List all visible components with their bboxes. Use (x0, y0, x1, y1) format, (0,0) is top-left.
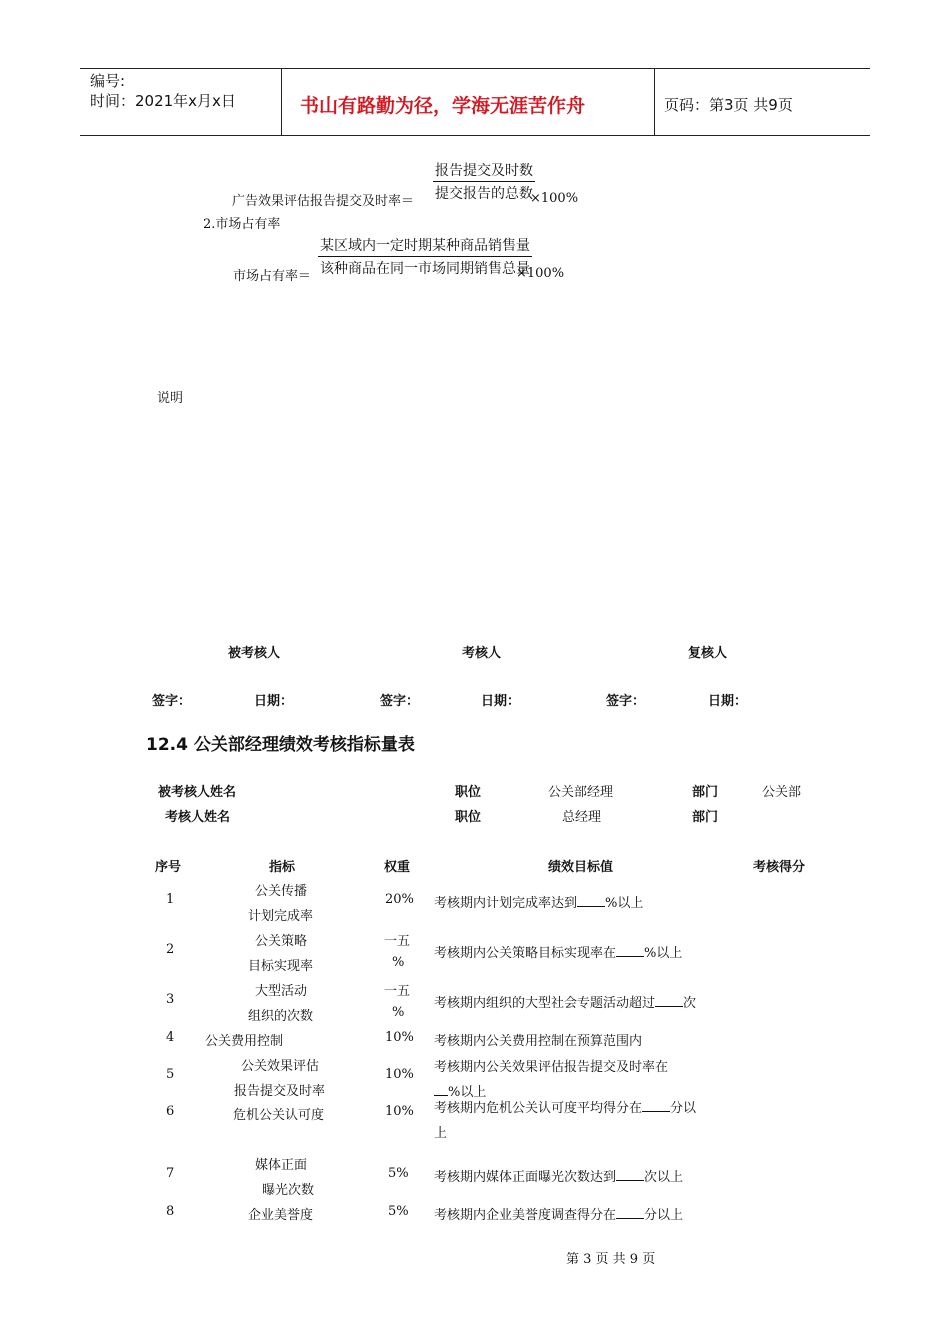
indicator-line-1: 公关策略 (255, 934, 308, 949)
target-unit: %以上 (644, 946, 683, 961)
formula-2-denominator: 该种商品在同一市场同期销售总量 (320, 261, 530, 277)
blank-field[interactable] (616, 1168, 644, 1181)
weight-line-2: % (392, 955, 405, 970)
formula-2-suffix: ×100% (516, 266, 565, 281)
note-label: 说明 (157, 391, 184, 406)
target-text: 考核期内组织的大型社会专题活动超过 (434, 996, 656, 1011)
header-divider-left (281, 68, 282, 136)
indicator-line-2: 曝光次数 (262, 1183, 315, 1198)
formula-2-numerator: 某区域内一定时期某种商品销售量 (318, 235, 532, 257)
examinee-position-label: 职位 (455, 785, 482, 800)
weight-line-2: % (392, 1005, 405, 1020)
weight-line-1: 一五 (384, 934, 411, 949)
indicator: 危机公关认可度 (233, 1108, 325, 1123)
table-header-indicator: 指标 (269, 860, 296, 875)
target-text: 考核期内媒体正面曝光次数达到 (434, 1170, 617, 1185)
target-value (434, 892, 643, 911)
section-market-share-heading: 2.市场占有率 (203, 217, 281, 232)
target-unit-cont: 上 (434, 1126, 448, 1141)
row-number: 1 (166, 892, 175, 907)
weight: 5% (388, 1204, 409, 1219)
indicator-line-1: 媒体正面 (255, 1158, 308, 1173)
target-value (434, 1096, 696, 1146)
indicator-line-2: 目标实现率 (248, 959, 314, 974)
table-header-score: 考核得分 (753, 860, 806, 875)
signature-role-examiner: 考核人 (462, 646, 502, 661)
examinee-dept-label: 部门 (692, 785, 719, 800)
target-value (434, 992, 696, 1011)
blank-field[interactable] (642, 1099, 670, 1112)
formula-2-fraction (318, 235, 532, 278)
weight-line-1: 一五 (384, 984, 411, 999)
formula-1-label: 广告效果评估报告提交及时率＝ (232, 194, 415, 209)
table-header-weight: 权重 (384, 860, 411, 875)
row-number: 8 (166, 1204, 175, 1219)
blank-field[interactable] (655, 994, 683, 1007)
formula-1-denominator: 提交报告的总数 (435, 186, 533, 202)
blank-field[interactable] (616, 944, 644, 957)
target-text: 考核期内公关策略目标实现率在 (434, 946, 617, 961)
target-unit: 分以上 (644, 1208, 684, 1223)
examinee-name-label: 被考核人姓名 (158, 785, 237, 800)
formula-1-fraction (433, 160, 535, 203)
blank-field[interactable] (434, 1083, 448, 1096)
header-divider-right (654, 68, 655, 136)
signature-role-reviewer: 复核人 (688, 646, 728, 661)
formula-2-label: 市场占有率＝ (233, 269, 312, 284)
examiner-dept-label: 部门 (692, 810, 719, 825)
indicator-line-1: 公关效果评估 (241, 1059, 320, 1074)
section-title: 12.4 公关部经理绩效考核指标量表 (146, 735, 415, 755)
header-top-rule (80, 68, 870, 69)
target-text: 考核期内计划完成率达到 (434, 896, 578, 911)
weight: 10% (385, 1067, 414, 1082)
indicator: 企业美誉度 (248, 1208, 314, 1223)
indicator-line-2: 计划完成率 (248, 909, 314, 924)
weight: 10% (385, 1104, 414, 1119)
target-text: 考核期内公关效果评估报告提交及时率在 (434, 1060, 669, 1075)
indicator-line-2: 报告提交及时率 (234, 1084, 326, 1099)
weight: 5% (388, 1166, 409, 1181)
document-time-label: 时间：2021年x月x日 (90, 92, 236, 110)
target-text: 考核期内公关费用控制在预算范围内 (434, 1034, 643, 1049)
formula-1-suffix: ×100% (530, 191, 579, 206)
header-page-label: 页码：第3页 共9页 (664, 96, 793, 114)
weight: 10% (385, 1030, 414, 1045)
weight: 20% (385, 892, 414, 907)
indicator-line-2: 组织的次数 (248, 1009, 314, 1024)
examinee-dept-value: 公关部 (762, 785, 802, 800)
target-unit: 分以 (670, 1101, 697, 1116)
target-value (434, 942, 682, 961)
target-unit: 次以上 (644, 1170, 684, 1185)
row-number: 6 (166, 1104, 175, 1119)
target-value (434, 1204, 683, 1223)
table-header-target: 绩效目标值 (548, 860, 614, 875)
table-header-no: 序号 (155, 860, 182, 875)
signature-role-examinee: 被考核人 (228, 646, 281, 661)
sign-label-examiner: 签字： (380, 694, 420, 709)
row-number: 5 (166, 1067, 175, 1082)
formula-1-numerator: 报告提交及时数 (433, 160, 535, 182)
examiner-name-label: 考核人姓名 (165, 810, 231, 825)
indicator: 公关费用控制 (205, 1034, 284, 1049)
page-footer: 第 3 页 共 9 页 (566, 1252, 656, 1267)
target-unit: 次 (683, 996, 697, 1011)
date-label-examiner: 日期： (481, 694, 521, 709)
indicator-line-1: 大型活动 (255, 984, 308, 999)
target-text: 考核期内企业美誉度调查得分在 (434, 1208, 617, 1223)
date-label-examinee: 日期： (254, 694, 294, 709)
blank-field[interactable] (616, 1206, 644, 1219)
target-text: 考核期内危机公关认可度平均得分在 (434, 1101, 643, 1116)
row-number: 7 (166, 1166, 175, 1181)
examiner-position-label: 职位 (455, 810, 482, 825)
row-number: 3 (166, 992, 175, 1007)
target-value (434, 1030, 642, 1049)
examinee-position-value: 公关部经理 (548, 785, 614, 800)
blank-field[interactable] (577, 894, 605, 907)
header-bottom-rule (80, 135, 870, 136)
document-number-label: 编号: (90, 72, 126, 90)
target-unit: %以上 (448, 1085, 487, 1100)
target-unit: %以上 (605, 896, 644, 911)
date-label-reviewer: 日期： (708, 694, 748, 709)
row-number: 4 (166, 1030, 175, 1045)
examiner-position-value: 总经理 (562, 810, 602, 825)
indicator-line-1: 公关传播 (255, 884, 308, 899)
row-number: 2 (166, 942, 175, 957)
target-value (434, 1166, 683, 1185)
sign-label-examinee: 签字： (152, 694, 192, 709)
sign-label-reviewer: 签字： (606, 694, 646, 709)
header-motto: 书山有路勤为径，学海无涯苦作舟 (300, 95, 586, 117)
